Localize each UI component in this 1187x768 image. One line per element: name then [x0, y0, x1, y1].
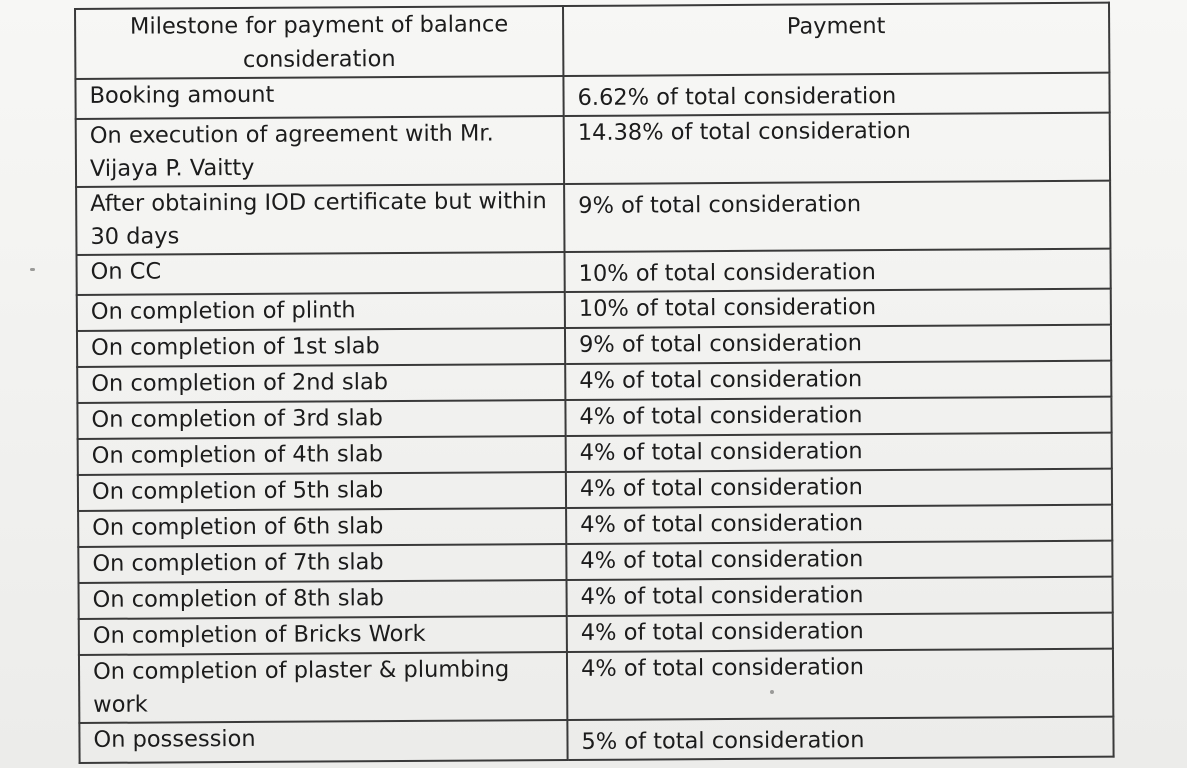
payment-cell: 4% of total consideration — [567, 577, 1113, 616]
payment-cell: 9% of total consideration — [564, 181, 1110, 252]
payment-schedule-table — [74, 2, 1115, 764]
payment-cell: 6.62% of total consideration — [563, 73, 1109, 116]
payment-cell: 4% of total consideration — [567, 649, 1113, 720]
header-row — [75, 3, 1109, 79]
milestone-cell: On completion of plaster & plumbing work — [79, 652, 567, 723]
table-row — [79, 717, 1113, 763]
payment-cell: 4% of total consideration — [567, 613, 1113, 652]
milestone-column-header: Milestone for payment of balance consideration — [75, 6, 563, 79]
payment-cell: 4% of total consideration — [566, 469, 1112, 508]
payment-cell: 5% of total consideration — [567, 717, 1113, 760]
milestone-cell: On completion of 2nd slab — [77, 364, 565, 403]
table-row — [77, 249, 1111, 295]
milestone-cell: On CC — [77, 252, 565, 295]
milestone-cell: On completion of plinth — [77, 292, 565, 331]
payment-column-header: Payment — [563, 3, 1109, 76]
milestone-cell: On completion of 7th slab — [78, 544, 566, 583]
payment-cell: 9% of total consideration — [565, 325, 1111, 364]
scan-speck — [30, 268, 35, 271]
payment-cell: 4% of total consideration — [566, 433, 1112, 472]
payment-cell: 4% of total consideration — [566, 541, 1112, 580]
milestone-cell: On completion of 8th slab — [79, 580, 567, 619]
milestone-cell: On completion of 3rd slab — [77, 400, 565, 439]
milestone-cell: On completion of 5th slab — [78, 472, 566, 511]
table-row — [75, 73, 1109, 119]
milestone-cell: After obtaining IOD certificate but within 30 days — [76, 184, 564, 255]
payment-cell: 4% of total consideration — [565, 361, 1111, 400]
table-row — [79, 649, 1113, 723]
milestone-cell: On completion of 1st slab — [77, 328, 565, 367]
milestone-cell: On completion of 6th slab — [78, 508, 566, 547]
payment-cell: 10% of total consideration — [565, 289, 1111, 328]
payment-cell: 10% of total consideration — [564, 249, 1110, 292]
milestone-cell: On completion of Bricks Work — [79, 616, 567, 655]
milestone-cell: On possession — [79, 720, 567, 763]
table-row — [76, 113, 1110, 187]
milestone-cell: Booking amount — [75, 76, 563, 119]
payment-cell: 4% of total consideration — [566, 505, 1112, 544]
milestone-cell: On completion of 4th slab — [78, 436, 566, 475]
table-row — [76, 181, 1110, 255]
milestone-cell: On execution of agreement with Mr. Vijaya P. Vaitty — [76, 116, 564, 187]
payment-cell: 4% of total consideration — [565, 397, 1111, 436]
payment-cell: 14.38% of total consideration — [564, 113, 1110, 184]
